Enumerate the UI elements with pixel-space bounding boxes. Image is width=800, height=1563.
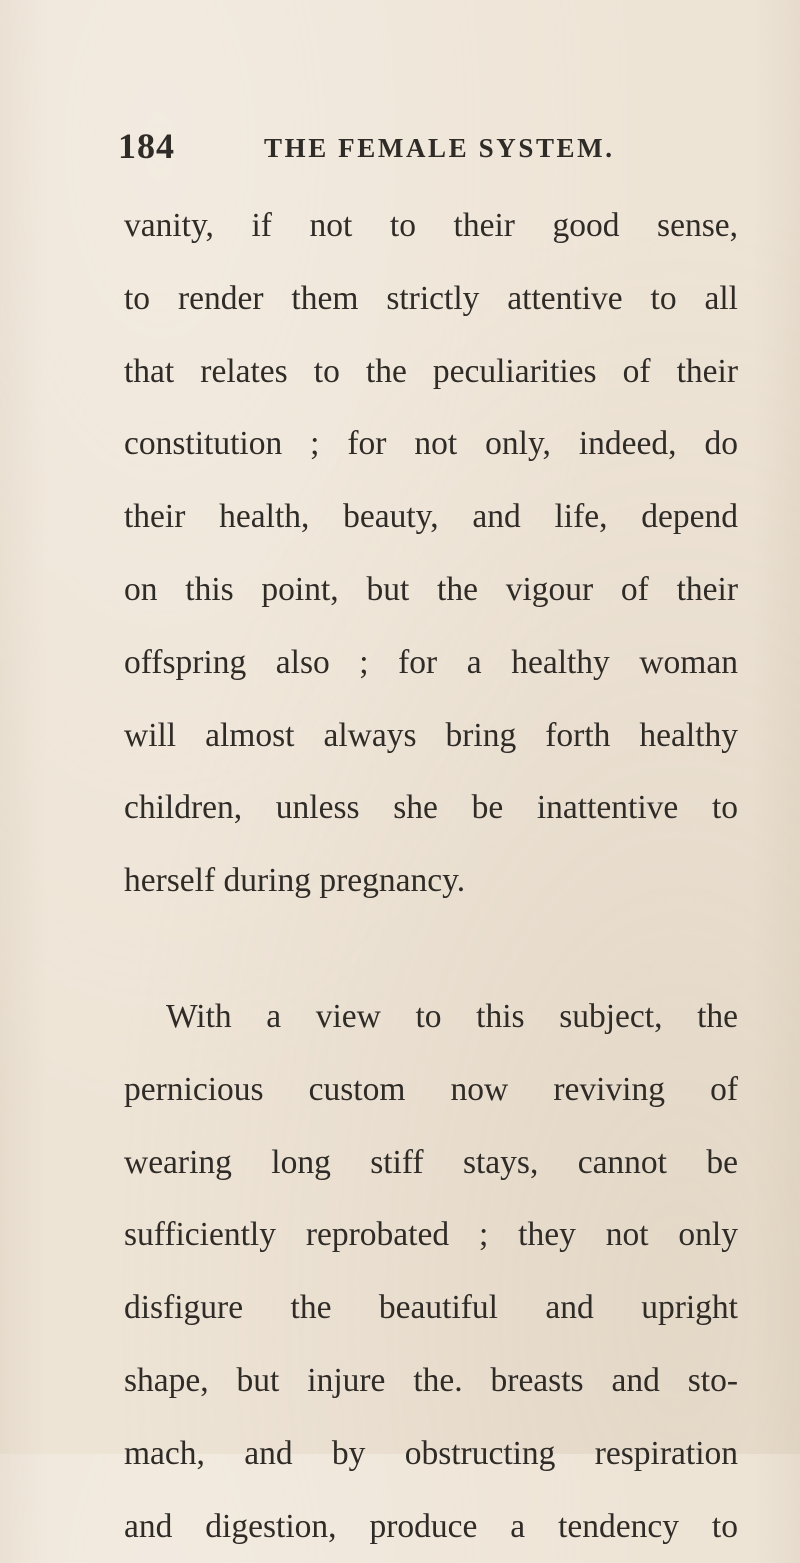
text-line: offspring also ; for a healthy woman	[124, 643, 738, 681]
text-line: disfigure the beautiful and upright	[124, 1289, 738, 1327]
text-line: and digestion, produce a tendency to	[124, 1507, 738, 1545]
body-text	[124, 190, 738, 1563]
text-line: With a view to this subject, the	[166, 997, 738, 1035]
text-line: their health, beauty, and life, depend	[124, 498, 738, 536]
text-line: children, unless she be inattentive to	[124, 789, 738, 827]
paragraph-1	[124, 190, 738, 918]
text-line: shape, but injure the. breasts and sto-	[124, 1361, 738, 1399]
text-line: vanity, if not to their good sense,	[124, 207, 738, 244]
text-line: to render them strictly attentive to all	[124, 279, 738, 317]
running-title: THE FEMALE SYSTEM.	[264, 133, 615, 163]
text-line: constitution ; for not only, indeed, do	[124, 425, 738, 463]
paragraph-2	[124, 981, 738, 1563]
text-line: that relates to the peculiarities of their	[124, 352, 738, 390]
text-line: wearing long stiff stays, cannot be	[124, 1143, 738, 1181]
text-line: pernicious custom now reviving of	[124, 1070, 738, 1108]
text-line: mach, and by obstructing respiration	[124, 1434, 738, 1472]
page-header	[118, 124, 758, 168]
page-number: 184	[118, 126, 175, 166]
text-line: will almost always bring forth healthy	[124, 716, 738, 754]
text-line: herself during pregnancy.	[124, 862, 466, 900]
text-line: sufficiently reprobated ; they not only	[124, 1216, 738, 1254]
text-line: on this point, but the vigour of their	[124, 570, 738, 608]
paragraph-gap	[124, 918, 738, 981]
